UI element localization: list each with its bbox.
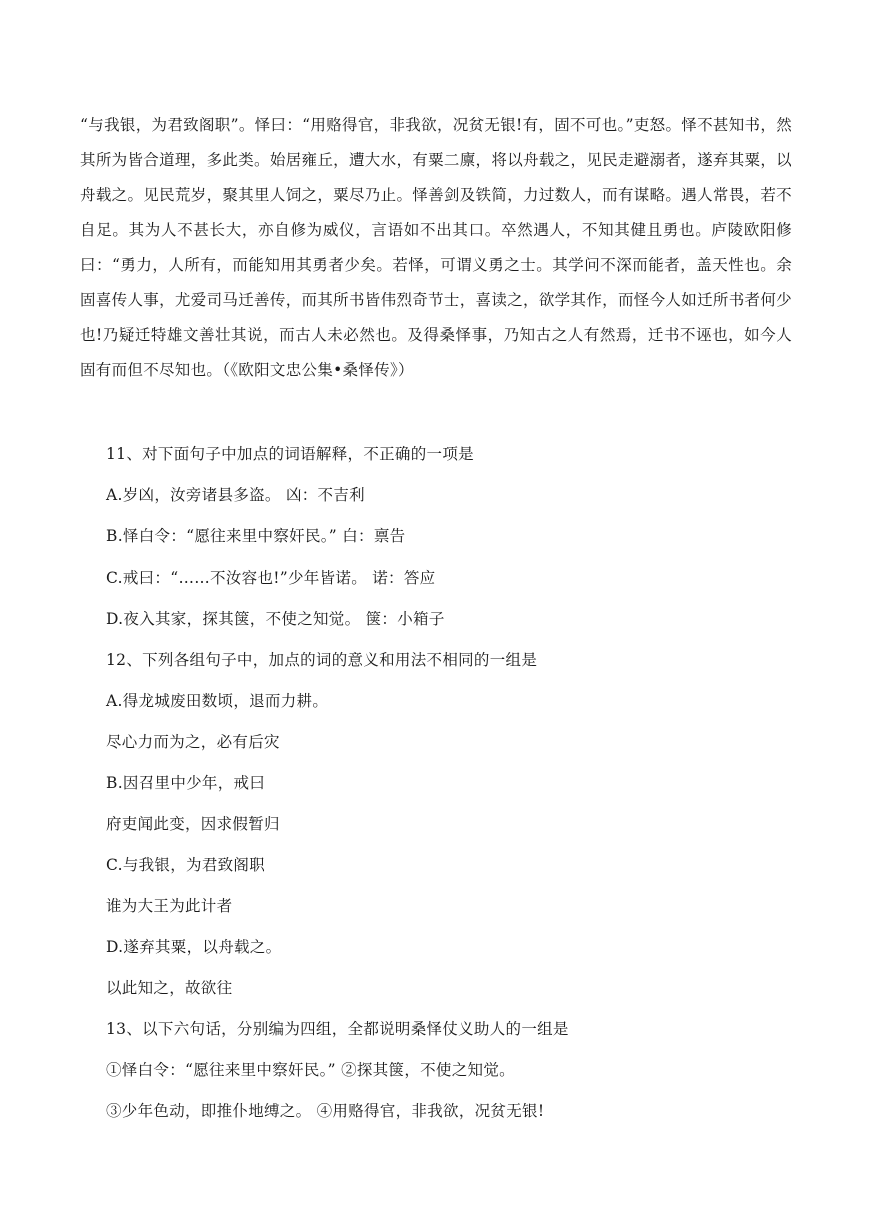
q11-option-c: C.戒曰：“……不汝容也!”少年皆诺。 诺：答应: [106, 569, 436, 587]
q12-option-d-line2: 以此知之，故欲往: [106, 979, 233, 997]
q12-option-b-line2: 府吏闻此变，因求假暂归: [106, 815, 280, 833]
passage-text: “与我银，为君致阁职”。怿曰：“用赂得官，非我欲，况贫无银!有，固不可也。”吏怒。怿不甚知书，然其所为皆合道理，多此类。始居雍丘，遭大水，有粟二廪，将以舟载之，见民走避溺者，遂弃其粟，以舟载之。见民荒岁，聚其里人饲之，粟尽乃止。怿善剑及铁简，力过数人，而有谋略。遇人常畏，若不自足。其为人不甚长大，亦自修为威仪，言语如不出其口。卒然遇人，不知其健且勇也。庐陵欧阳修曰：“勇力，人所有，而能知用其勇者少矣。若怿，可谓义勇之士。其学问不深而能者，盖天性也。余固喜传人事，尤爱司马迁善传，而其所书皆伟烈奇节士，喜读之，欲学其作，而怪今人如迁所书者何少也!乃疑迁特雄文善壮其说，而古人未必然也。及得桑怿事，乃知古之人有然焉，迁书不诬也，如今人固有而但不尽知也。（《欧阳文忠公集•桑怿传》）: [80, 116, 792, 379]
q12-option-b-line1: B.因召里中少年，戒曰: [106, 774, 266, 792]
q13-items-3-4: ③少年色动，即推仆地缚之。 ④用赂得官，非我欲，况贫无银!: [106, 1102, 545, 1120]
q13-items-1-2: ①怿白令：“愿往来里中察奸民。” ②探其箧，不使之知觉。: [106, 1061, 515, 1079]
q12-option-c-line1: C.与我银，为君致阁职: [106, 856, 266, 874]
q12-option-a-line2: 尽心力而为之，必有后灾: [106, 733, 280, 751]
q12-option-a-line1: A.得龙城废田数顷，退而力耕。: [106, 692, 329, 710]
question-11-stem: 11、对下面句子中加点的词语解释，不正确的一项是: [106, 445, 474, 463]
q11-option-d: D.夜入其家，探其箧，不使之知觉。 箧：小箱子: [106, 610, 445, 628]
q12-option-c-line2: 谁为大王为此计者: [106, 897, 233, 915]
q11-option-b: B.怿白令：“愿往来里中察奸民。” 白：禀告: [106, 527, 406, 545]
question-12-stem: 12、下列各组句子中，加点的词的意义和用法不相同的一组是: [106, 651, 538, 669]
q12-option-d-line1: D.遂弃其粟，以舟载之。: [106, 938, 282, 956]
q11-option-a: A.岁凶，汝旁诸县多盗。 凶：不吉利: [106, 486, 365, 504]
question-13-stem: 13、以下六句话，分别编为四组，全都说明桑怿仗义助人的一组是: [106, 1020, 569, 1038]
